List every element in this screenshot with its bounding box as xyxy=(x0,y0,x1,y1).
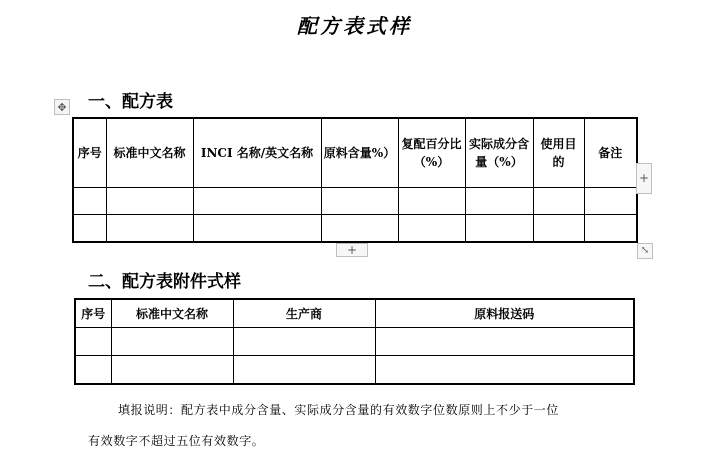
resize-icon: ⤡ xyxy=(640,245,650,256)
header-cell[interactable]: 生产商 xyxy=(233,299,375,328)
table-cell[interactable] xyxy=(398,215,465,243)
table-cell[interactable] xyxy=(375,356,634,385)
table-cell[interactable] xyxy=(321,215,398,243)
table-cell[interactable] xyxy=(111,328,233,356)
table-cell[interactable] xyxy=(75,356,111,385)
formula-table xyxy=(72,117,638,243)
table-cell[interactable] xyxy=(375,328,634,356)
header-cell[interactable]: 序号 xyxy=(75,299,111,328)
table-cell[interactable] xyxy=(193,188,321,215)
move-icon: ✥ xyxy=(57,101,67,114)
header-cell[interactable]: 使用目的 xyxy=(533,118,584,188)
table-row xyxy=(75,356,634,385)
header-cell[interactable]: 复配百分比（%） xyxy=(398,118,465,188)
table-row xyxy=(73,215,637,243)
table-cell[interactable] xyxy=(193,215,321,243)
table-cell[interactable] xyxy=(533,215,584,243)
table-cell[interactable] xyxy=(106,215,193,243)
table-cell[interactable] xyxy=(584,188,637,215)
table-cell[interactable] xyxy=(398,188,465,215)
header-cell[interactable]: INCI 名称/英文名称 xyxy=(193,118,321,188)
table-header-row xyxy=(75,299,634,328)
table-cell[interactable] xyxy=(465,215,533,243)
instruction-note-line-2: 有效数字不超过五位有效数字。 xyxy=(88,434,265,448)
header-cell[interactable]: 标准中文名称 xyxy=(106,118,193,188)
table-cell[interactable] xyxy=(106,188,193,215)
attachment-table xyxy=(74,298,635,385)
table-move-handle[interactable] xyxy=(54,99,70,115)
section-heading-formula-table: 一、配方表 xyxy=(88,92,173,112)
add-row-button[interactable]: + xyxy=(336,243,368,257)
document-title: 配方表式样 xyxy=(297,14,412,38)
table-cell[interactable] xyxy=(584,215,637,243)
table-resize-handle[interactable] xyxy=(637,243,653,259)
table-cell[interactable] xyxy=(233,328,375,356)
header-cell[interactable]: 原料含量%） xyxy=(321,118,398,188)
table-cell[interactable] xyxy=(75,328,111,356)
table-cell[interactable] xyxy=(465,188,533,215)
table-row xyxy=(73,188,637,215)
table-cell[interactable] xyxy=(321,188,398,215)
header-cell[interactable]: 序号 xyxy=(73,118,106,188)
table-cell[interactable] xyxy=(233,356,375,385)
table-cell[interactable] xyxy=(111,356,233,385)
section-heading-attachment: 二、配方表附件式样 xyxy=(88,272,241,292)
table-cell[interactable] xyxy=(73,215,106,243)
header-cell[interactable]: 实际成分含量（%） xyxy=(465,118,533,188)
table-cell[interactable] xyxy=(533,188,584,215)
table-header-row xyxy=(73,118,637,188)
instruction-note-line-1: 填报说明：配方表中成分含量、实际成分含量的有效数字位数原则上不少于一位 xyxy=(118,403,560,417)
table-row xyxy=(75,328,634,356)
table-cell[interactable] xyxy=(73,188,106,215)
header-cell[interactable]: 原料报送码 xyxy=(375,299,634,328)
header-cell[interactable]: 备注 xyxy=(584,118,637,188)
add-column-button[interactable]: + xyxy=(636,163,652,194)
header-cell[interactable]: 标准中文名称 xyxy=(111,299,233,328)
